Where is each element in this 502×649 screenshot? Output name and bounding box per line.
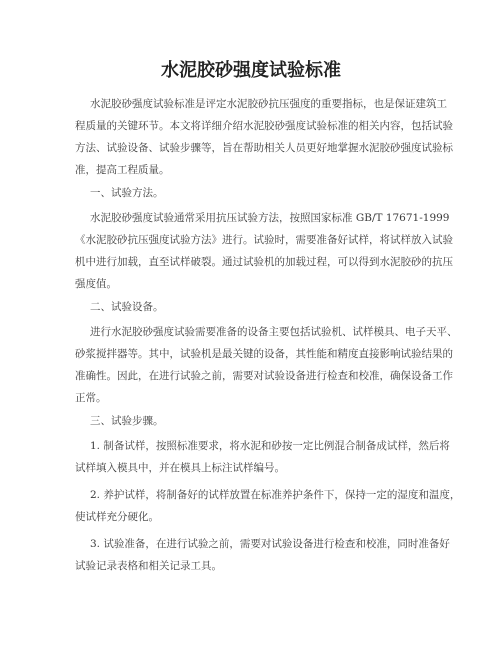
- intro-line: 水泥胶砂强度试验标准是评定水泥胶砂抗压强度的重要指标，也是保证建筑工: [90, 98, 447, 110]
- intro-line: 准，提高工程质量。: [75, 164, 170, 176]
- step-line: 1. 制备试样，按照标准要求，将水泥和砂按一定比例混合制备成试样，然后将: [90, 440, 450, 452]
- section-line: 进行水泥胶砂强度试验需要准备的设备主要包括试验机、试样模具、电子天平、: [90, 326, 458, 338]
- section-heading-equipment: 二、试验设备。: [90, 301, 164, 313]
- intro-line: 程质量的关键环节。本文将详细介绍水泥胶砂强度试验标准的相关内容，包括试验: [75, 120, 453, 132]
- section-line: 正常。: [75, 392, 107, 404]
- step-line: 3. 试验准备，在进行试验之前，需要对试验设备进行检查和校准，同时准备好: [90, 538, 450, 550]
- section-line: 《水泥胶砂抗压强度试验方法》进行。试验时，需要准备好试样，将试样放入试验: [75, 234, 453, 246]
- section-line: 强度值。: [75, 278, 117, 290]
- step-line: 试验记录表格和相关记录工具。: [75, 560, 222, 572]
- section-line: 机中进行加载，直至试样破裂。通过试验机的加载过程，可以得到水泥胶砂的抗压: [75, 256, 453, 268]
- section-heading-steps: 三、试验步骤。: [90, 415, 164, 427]
- section-line: 砂浆搅拌器等。其中，试验机是最关键的设备，其性能和精度直接影响试验结果的: [75, 348, 453, 360]
- section-line: 准确性。因此，在进行试验之前，需要对试验设备进行检查和校准，确保设备工作: [75, 370, 453, 382]
- step-line: 2. 养护试样，将制备好的试样放置在标准养护条件下，保持一定的湿度和温度，: [90, 489, 461, 501]
- step-line: 试样填入模具中，并在模具上标注试样编号。: [75, 462, 285, 474]
- document-title: 水泥胶砂强度试验标准: [161, 60, 341, 81]
- section-heading-method: 一、试验方法。: [90, 187, 164, 199]
- intro-line: 方法、试验设备、试验步骤等，旨在帮助相关人员更好地掌握水泥胶砂强度试验标: [75, 142, 453, 154]
- step-line: 使试样充分硬化。: [75, 511, 159, 523]
- section-line: 水泥胶砂强度试验通常采用抗压试验方法，按照国家标准 GB/T 17671-1999: [90, 212, 450, 224]
